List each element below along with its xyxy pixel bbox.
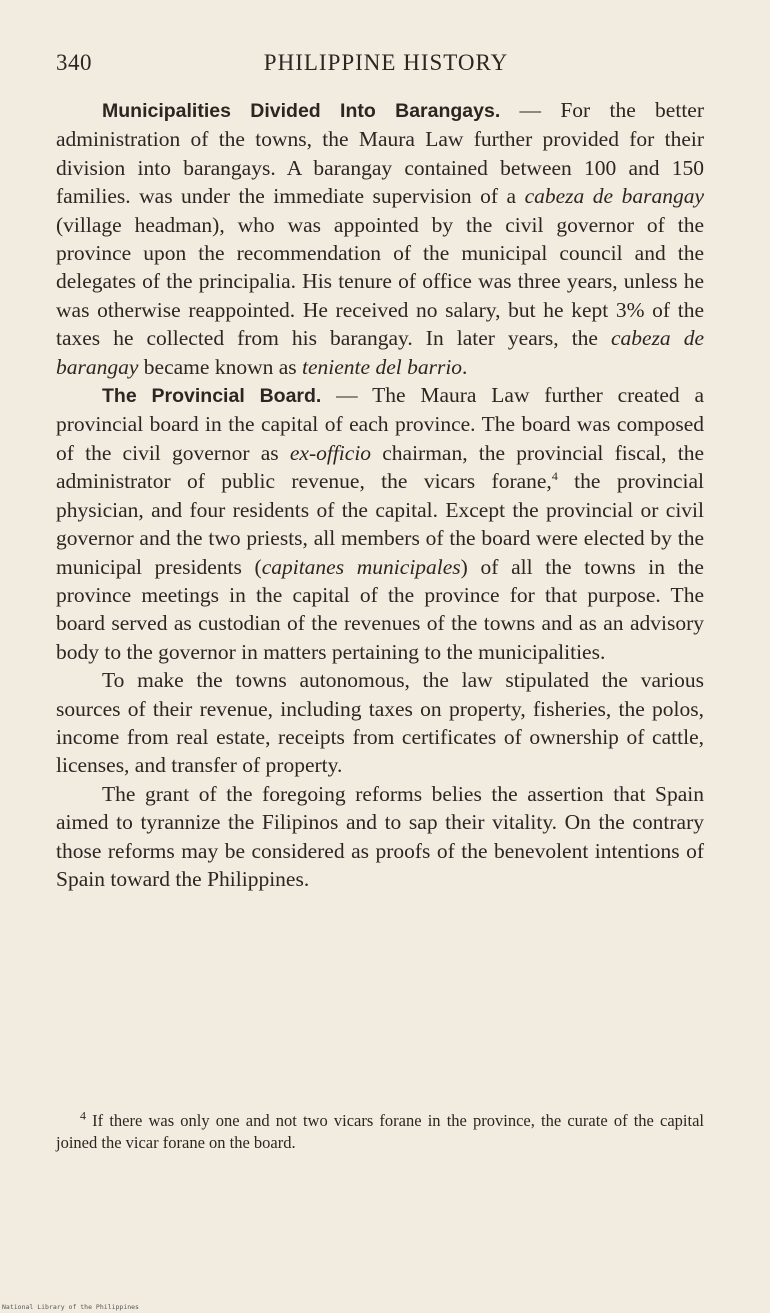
- text-run: became known as: [138, 354, 303, 379]
- footnote-marker: 4: [80, 1108, 86, 1123]
- body-text: [56, 96, 704, 893]
- footnote-reference: 4: [551, 469, 558, 484]
- text-run: — For the better administration of the towns, the Maura Law further provided for their division into barangays. A barangay contained between 100 and 150 families. was under the immediate supervision of a: [56, 98, 704, 209]
- paragraph: [56, 381, 704, 666]
- text-run: To make the towns autonomous, the law stipulated the various sources of their revenue, including taxes on property, fisheries, the polos, income from real estate, receipts from certificates of ownership of cattle, licenses, and transfer of property.: [56, 668, 704, 778]
- text-run: chairman, the provincial fiscal, the administrator of public revenue, the vicars forane,: [56, 440, 704, 494]
- section-heading: The Provincial Board.: [102, 385, 322, 408]
- text-run: ) of all the towns in the province meetings in the capital of the province for that purpose. The board served as custodian of the revenues of the towns and as an advisory body to the governor in matters pertaining to the municipalities.: [56, 554, 704, 664]
- italic-term: capitanes municipales: [261, 554, 461, 579]
- running-title: PHILIPPINE HISTORY: [263, 50, 509, 75]
- paragraph: [56, 96, 704, 381]
- italic-term: cabeza de barangay: [56, 326, 704, 379]
- text-run: The grant of the foregoing reforms belies the assertion that Spain aimed to tyrannize the Filipinos and to sap their vitality. On the contrary those reforms may be considered as proofs of the benevolent intentions of Spain toward the Philippines.: [56, 781, 704, 891]
- footnote-text: If there was only one and not two vicars forane in the province, the curate of the capital joined the vicar forane on the board.: [56, 1111, 705, 1152]
- library-watermark: National Library of the Philippines: [2, 1303, 139, 1311]
- page-number: 340: [56, 50, 92, 75]
- text-run: — The Maura Law further created a provincial board in the capital of each province. The board was composed of the civil governor as: [56, 383, 705, 465]
- footnote-paragraph: [56, 1110, 704, 1154]
- text-run: (village headman), who was appointed by the civil governor of the province upon the recommendation of the municipal council and the delegates of the principalia. His tenure of office was three years, unless he was otherwise reappointed. He received no salary, but he kept 3% of the taxes he collected from his barangay. In later years, the: [56, 212, 704, 351]
- italic-term: teniente del barrio: [302, 354, 463, 379]
- italic-term: ex-officio: [289, 440, 372, 465]
- text-run: .: [462, 354, 468, 379]
- italic-term: cabeza de barangay: [524, 184, 704, 209]
- paragraph: [56, 666, 704, 780]
- page-header: [56, 50, 716, 90]
- text-run: the provincial physician, and four residents of the capital. Except the provincial or civil governor and the two priests, all members of the board were elected by the municipal presidents (: [56, 469, 704, 579]
- section-heading: Municipalities Divided Into Barangays.: [102, 100, 501, 122]
- footnote: [56, 1110, 704, 1154]
- paragraph: [56, 780, 704, 894]
